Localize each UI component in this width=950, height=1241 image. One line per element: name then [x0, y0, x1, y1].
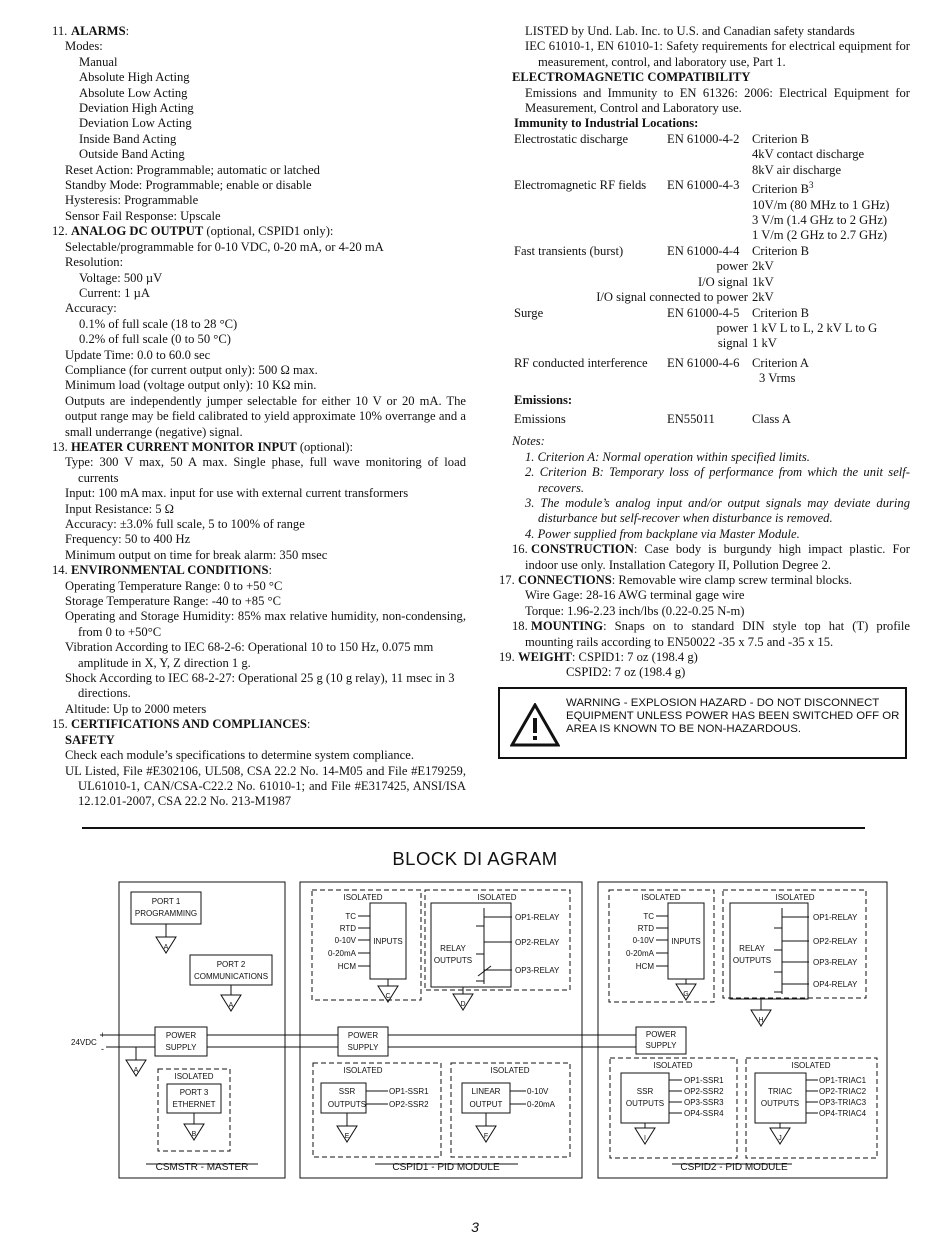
- test-standard: EN 61000-4-6: [667, 355, 740, 370]
- ssr-outputs-label: SSR: [338, 1087, 356, 1096]
- test-detail: 3 Vrms: [759, 371, 796, 386]
- relay-output-label: OP3-RELAY: [515, 966, 560, 975]
- isolated-region: [313, 1063, 441, 1157]
- inputs-label: INPUTS: [373, 937, 403, 946]
- relay-output-label: OP4-RELAY: [813, 980, 858, 989]
- triac-outputs-label: OUTPUTS: [760, 1099, 800, 1108]
- test-standard: EN 61000-4-5: [667, 305, 740, 320]
- relay-output-label: OP1-RELAY: [515, 913, 560, 922]
- alarm-spec: Sensor Fail Response: Upscale: [65, 208, 221, 223]
- ground-label: E: [344, 1133, 350, 1140]
- ground-label: G: [683, 991, 689, 998]
- test-standard: EN 61000-4-3: [667, 178, 740, 193]
- ground-label: H: [758, 1017, 764, 1024]
- port1-label: PROGRAMMING: [134, 909, 198, 918]
- triac-outputs-label: TRIAC: [768, 1087, 792, 1096]
- power-supply-label: SUPPLY: [165, 1043, 197, 1052]
- block-diagram: [0, 870, 950, 1190]
- ground-label: J: [778, 1135, 782, 1142]
- env-spec: Vibration According to IEC 68-2-6: Operational 10 to 150 Hz, 0.075 mm amplitude in X, Y, Z direction 1 g.: [65, 640, 434, 670]
- cspid1-module-label: CSPID1 - PID MODULE: [392, 1162, 500, 1173]
- heater-spec: Input: 100 mA max. input for use with external current transformers: [65, 486, 409, 501]
- test-detail: 1 V/m (2 GHz to 2.7 GHz): [752, 228, 888, 243]
- heater-spec: Accuracy: ±3.0% full scale, 5 to 100% of range: [65, 517, 305, 531]
- isolated-label: ISOLATED: [343, 1066, 383, 1075]
- table-row: [514, 321, 889, 336]
- triac-output-label: OP4-TRIAC4: [819, 1109, 867, 1118]
- immunity-table: [514, 132, 889, 428]
- linear-output-label: LINEAR: [471, 1087, 501, 1096]
- power-supply-label: SUPPLY: [645, 1041, 677, 1050]
- isolated-label: ISOLATED: [174, 1072, 214, 1081]
- warning-box: [498, 687, 907, 759]
- relay-output-label: OP2-RELAY: [813, 937, 858, 946]
- test-name: Emissions: [514, 411, 566, 426]
- table-row: [514, 306, 889, 321]
- master-module-label: CSMSTR - MASTER: [155, 1162, 249, 1173]
- cert-heading: 15. CERTIFICATIONS AND COMPLIANCES:: [52, 717, 311, 732]
- emc-heading: ELECTROMAGNETIC COMPATIBILITY: [512, 70, 751, 85]
- page-number: 3: [471, 1219, 479, 1235]
- test-detail: 4kV contact discharge: [752, 147, 865, 162]
- ssr-outputs-label: SSR: [636, 1087, 654, 1096]
- cert-text: UL Listed, File #E302106, UL508, CSA 22.2 No. 14-M05 and File #E179259, UL61010-1, CAN/CSA-C22.2 No. 61010-1; and File #E317425, ANSI/ISA 12.12.01-2007, CSA 22.2 No. 213-M1987: [65, 763, 466, 809]
- construction-section: 16. CONSTRUCTION: Case body is burgundy high impact plastic. For indoor use only. Installation Category II, Pollution Degree 2.: [512, 542, 910, 572]
- isolated-label: ISOLATED: [791, 1061, 831, 1070]
- port1-label: PORT 1: [151, 897, 181, 906]
- test-detail: 2kV: [752, 290, 774, 305]
- notes-label: Notes:: [512, 434, 545, 449]
- ssr-output-label: OP1-SSR1: [684, 1076, 724, 1085]
- analog-spec: Selectable/programmable for 0-10 VDC, 0-20 mA, or 4-20 mA: [65, 239, 384, 254]
- test-detail: 3 V/m (1.4 GHz to 2 GHz): [752, 213, 888, 228]
- test-criterion: Class A: [752, 411, 791, 426]
- input-signal-label: HCM: [337, 962, 356, 971]
- input-signal-label: 0-10V: [334, 936, 356, 945]
- analog-spec: Minimum load (voltage output only): 10 KΩ min.: [65, 378, 317, 393]
- table-row: [514, 228, 889, 243]
- linear-output-label: OUTPUT: [469, 1100, 503, 1109]
- input-signal-label: TC: [345, 912, 356, 921]
- test-criterion: Criterion B: [752, 243, 810, 258]
- env-spec: Operating and Storage Humidity: 85% max relative humidity, non-condensing, from 0 to +50°C: [65, 609, 466, 639]
- cspid2-triac-block: [755, 1073, 806, 1123]
- test-detail: 1kV: [752, 274, 774, 289]
- test-port: I/O signal connected to power: [596, 290, 748, 305]
- block-diagram-title: BLOCK DI AGRAM: [392, 848, 558, 869]
- ground-label: A: [163, 944, 169, 951]
- test-name: Electrostatic discharge: [514, 131, 629, 146]
- triac-output-label: OP1-TRIAC1: [819, 1076, 867, 1085]
- heater-spec: Input Resistance: 5 Ω: [65, 501, 175, 516]
- power-supply-label: POWER: [347, 1031, 379, 1040]
- input-signal-label: 0-20mA: [625, 949, 654, 958]
- ground-label: A: [133, 1067, 139, 1074]
- test-port: power: [716, 259, 748, 274]
- safety-heading: SAFETY: [65, 732, 115, 747]
- analog-spec: Compliance (for current output only): 500 Ω max.: [65, 362, 318, 377]
- weight-spec: CSPID2: 7 oz (198.4 g): [566, 665, 686, 680]
- test-criterion: Criterion $B^3$: [752, 180, 814, 197]
- triac-output-label: OP2-TRIAC2: [819, 1087, 867, 1096]
- heater-heading: 13. HEATER CURRENT MONITOR INPUT (optional):: [52, 439, 353, 454]
- relay-outputs-label: OUTPUTS: [433, 956, 473, 965]
- power-supply-label: POWER: [165, 1031, 197, 1040]
- env-heading: 14. ENVIRONMENTAL CONDITIONS:: [52, 563, 272, 578]
- table-row: [514, 290, 889, 305]
- immunity-heading: Immunity to Industrial Locations:: [514, 116, 699, 131]
- table-row: [514, 198, 889, 213]
- isolated-region: [609, 890, 714, 1002]
- ssr-output-label: OP2-SSR2: [684, 1087, 724, 1096]
- mode-item: Absolute Low Acting: [79, 85, 188, 100]
- heater-spec: Frequency: 50 to 400 Hz: [65, 532, 191, 547]
- relay-outputs-label: OUTPUTS: [732, 956, 772, 965]
- isolated-label: ISOLATED: [477, 893, 517, 902]
- left-column: [52, 24, 466, 810]
- test-port: signal: [717, 336, 748, 351]
- env-spec: Operating Temperature Range: 0 to +50 °C: [65, 578, 283, 593]
- inputs-label: INPUTS: [671, 937, 701, 946]
- env-spec: Altitude: Up to 2000 meters: [65, 701, 207, 716]
- input-signal-label: RTD: [637, 924, 654, 933]
- test-port: I/O signal: [697, 274, 748, 289]
- port2-label: COMMUNICATIONS: [193, 972, 269, 981]
- note-item: 3. The module’s analog input and/or output signals may deviate during disturbance but self-recover when disturbance is removed.: [525, 495, 910, 526]
- analog-spec: 0.1% of full scale (18 to 28 °C): [79, 316, 238, 331]
- test-standard: EN55011: [667, 411, 715, 426]
- port3-label: ETHERNET: [172, 1100, 216, 1109]
- input-signal-label: RTD: [339, 924, 356, 933]
- emissions-heading: Emissions:: [514, 392, 573, 407]
- mode-item: Manual: [79, 54, 118, 69]
- ssr-outputs-label: OUTPUTS: [327, 1100, 367, 1109]
- cert-text: LISTED by Und. Lab. Inc. to U.S. and Canadian safety standards: [525, 24, 855, 38]
- section-divider: [82, 827, 865, 829]
- table-row: [514, 259, 889, 274]
- test-name: RF conducted interference: [514, 355, 648, 370]
- test-detail: 8kV air discharge: [752, 162, 842, 177]
- env-spec: Shock According to IEC 68-2-27: Operational 25 g (10 g relay), 11 msec in 3 directions.: [65, 671, 455, 701]
- test-standard: EN 61000-4-2: [667, 131, 740, 146]
- table-row: [514, 412, 889, 427]
- cspid2-ssr-block: [621, 1073, 669, 1123]
- analog-heading: 12. ANALOG DC OUTPUT (optional, CSPID1 only):: [52, 224, 334, 239]
- modes-label: Modes:: [65, 39, 103, 54]
- mode-item: Outside Band Acting: [79, 147, 185, 162]
- input-signal-label: TC: [643, 912, 654, 921]
- test-name: Electromagnetic RF fields: [514, 178, 647, 193]
- alarm-spec: Reset Action: Programmable; automatic or latched: [65, 162, 320, 177]
- isolated-label: ISOLATED: [490, 1066, 530, 1075]
- relay-contacts: [774, 908, 803, 994]
- mode-item: Inside Band Acting: [79, 131, 177, 146]
- cert-text: IEC 61010-1, EN 61010-1: Safety requirements for electrical equipment for measurement, control, and laboratory use, Part 1.: [525, 39, 910, 69]
- supply-voltage-label: 24VDC: [71, 1038, 97, 1047]
- alarm-spec: Hysteresis: Programmable: [65, 193, 199, 208]
- table-row: [514, 132, 889, 147]
- analog-spec: Outputs are independently jumper selectable for either 10 V or 20 mA. The output range may be field calibrated to yield approximate 10% overrange and a small underrange (negative) signal.: [65, 393, 466, 439]
- isolated-label: ISOLATED: [653, 1061, 693, 1070]
- test-detail: 1 kV: [752, 336, 777, 351]
- note-item: 1. Criterion A: Normal operation within specified limits.: [525, 449, 810, 464]
- mode-item: Deviation High Acting: [79, 101, 194, 116]
- table-row: [514, 244, 889, 259]
- analog-spec: 0.2% of full scale (0 to 50 °C): [79, 332, 231, 347]
- isolated-label: ISOLATED: [775, 893, 815, 902]
- table-row: [514, 147, 889, 162]
- plus-terminal-label: +: [100, 1030, 106, 1040]
- analog-spec: Update Time: 0.0 to 60.0 sec: [65, 347, 211, 362]
- ssr-outputs-label: OUTPUTS: [625, 1099, 665, 1108]
- power-supply-label: SUPPLY: [347, 1043, 379, 1052]
- warning-triangle-icon: [510, 703, 560, 747]
- env-spec: Storage Temperature Range: -40 to +85 °C: [65, 594, 281, 609]
- minus-terminal-label: -: [101, 1044, 104, 1054]
- connections-heading: 17. CONNECTIONS: Removable wire clamp screw terminal blocks.: [499, 573, 853, 587]
- analog-spec: Resolution:: [65, 255, 124, 270]
- alarm-spec: Standby Mode: Programmable; enable or disable: [65, 178, 312, 193]
- analog-spec: Accuracy:: [65, 301, 117, 316]
- table-row: [514, 178, 889, 198]
- cert-text: Check each module’s specifications to determine system compliance.: [65, 748, 415, 763]
- test-detail: 1 kV L to L, 2 kV L to G: [752, 320, 878, 335]
- relay-outputs-label: RELAY: [739, 944, 765, 953]
- test-detail: 10V/m (80 MHz to 1 GHz): [752, 197, 890, 212]
- table-row: [514, 163, 889, 178]
- ground-label: B: [191, 1131, 197, 1138]
- mode-item: Deviation Low Acting: [79, 116, 192, 131]
- power-supply-label: POWER: [645, 1030, 677, 1039]
- note-item: 2. Criterion B: Temporary loss of performance from which the unit self-recovers.: [525, 465, 910, 495]
- input-signal-label: 0-10V: [632, 936, 654, 945]
- test-name: Fast transients (burst): [514, 243, 624, 258]
- test-criterion: Criterion B: [752, 305, 810, 320]
- ground-label: F: [483, 1133, 489, 1140]
- test-port: power: [716, 320, 748, 335]
- ground-label: C: [385, 993, 391, 1000]
- table-row: [514, 393, 889, 408]
- ground-label: D: [460, 1001, 466, 1008]
- test-criterion: Criterion B: [752, 131, 810, 146]
- port2-label: PORT 2: [216, 960, 246, 969]
- cspid2-module-label: CSPID2 - PID MODULE: [680, 1162, 788, 1173]
- table-row: [514, 275, 889, 290]
- ssr-output-label: OP3-SSR3: [684, 1098, 724, 1107]
- input-signal-label: 0-20mA: [327, 949, 356, 958]
- relay-output-label: OP3-RELAY: [813, 958, 858, 967]
- port3-label: PORT 3: [179, 1088, 209, 1097]
- analog-spec: Voltage: 500 µV: [79, 270, 163, 285]
- isolated-region: [158, 1069, 230, 1151]
- relay-output-label: OP2-RELAY: [515, 938, 560, 947]
- test-standard: EN 61000-4-4: [667, 243, 740, 258]
- isolated-label: ISOLATED: [343, 893, 383, 902]
- relay-contacts: [476, 908, 505, 984]
- table-row: [514, 213, 889, 228]
- relay-outputs-label: RELAY: [440, 944, 466, 953]
- relay-output-label: OP1-RELAY: [813, 913, 858, 922]
- heater-spec: Type: 300 V max, 50 A max. Single phase, full wave monitoring of load currents: [65, 455, 466, 485]
- heater-spec: Minimum output on time for break alarm: 350 msec: [65, 547, 328, 562]
- mounting-section: 18. MOUNTING: Snaps on to standard DIN style top hat (T) profile mounting rails according to EN50022 -35 x 7.5 and -35 x 15.: [512, 619, 910, 649]
- ssr-output-label: OP1-SSR1: [389, 1087, 429, 1096]
- input-signal-label: HCM: [635, 962, 654, 971]
- ssr-output-label: OP2-SSR2: [389, 1100, 429, 1109]
- note-item: 4. Power supplied from backplane via Master Module.: [525, 526, 800, 541]
- triac-output-label: OP3-TRIAC3: [819, 1098, 867, 1107]
- linear-range-label: 0-20mA: [527, 1100, 556, 1109]
- emc-text: Emissions and Immunity to EN 61326: 2006: Electrical Equipment for Measurement, Control and Laboratory use.: [525, 85, 910, 116]
- warning-text: WARNING - EXPLOSION HAZARD - DO NOT DISCONNECT EQUIPMENT UNLESS POWER HAS BEEN SWITCHED OFF OR AREA IS KNOWN TO BE NON-HAZARDOUS.: [566, 697, 900, 735]
- alarms-heading: 11. ALARMS:: [52, 24, 130, 38]
- isolated-region: [312, 890, 421, 1000]
- linear-range-label: 0-10V: [527, 1087, 549, 1096]
- analog-spec: Current: 1 µA: [79, 285, 150, 300]
- connections-spec: Wire Gage: 28-16 AWG terminal gage wire: [525, 588, 745, 603]
- table-row: [514, 371, 889, 386]
- table-row: [514, 356, 889, 371]
- connections-spec: Torque: 1.96-2.23 inch/lbs (0.22-0.25 N-m): [525, 603, 745, 618]
- ssr-output-label: OP4-SSR4: [684, 1109, 724, 1118]
- ground-label: A: [228, 1002, 234, 1009]
- weight-heading: 19. WEIGHT: CSPID1: 7 oz (198.4 g): [499, 650, 698, 665]
- isolated-label: ISOLATED: [641, 893, 681, 902]
- right-column: [499, 24, 910, 681]
- test-name: Surge: [514, 305, 544, 320]
- table-row: [514, 336, 889, 351]
- test-detail: 2kV: [752, 259, 774, 274]
- mode-item: Absolute High Acting: [79, 70, 190, 85]
- test-criterion: Criterion A: [752, 355, 810, 370]
- ground-label: I: [644, 1135, 646, 1142]
